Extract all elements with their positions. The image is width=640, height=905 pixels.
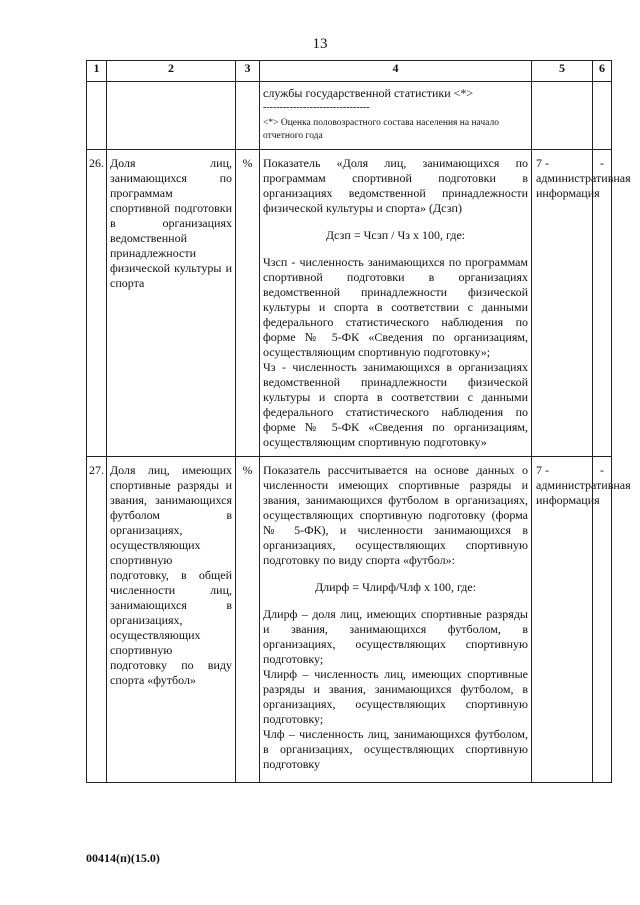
- data-source: 7 - административная информация: [532, 150, 593, 457]
- column-number: 1: [87, 61, 107, 82]
- column-number: 2: [107, 61, 236, 82]
- calculation-method: [260, 150, 532, 457]
- formula: Дсзп = Чсзп / Чз х 100, где:: [325, 228, 466, 242]
- column-number-row: [87, 61, 612, 82]
- column-6-value: -: [593, 457, 612, 783]
- indicator-name: Доля лиц, занимающихся по программам спортивной подготовки в организациях ведомственной принадлежности физической культуры и спорта: [107, 150, 236, 457]
- indicator-name: Доля лиц, имеющих спортивные разряды и звания, занимающихся футболом в организациях, осуществляющих спортивную подготовку, в общей численности лиц, занимающихся в организациях, осуществляющих спортивную подготовку по виду спорта «футбол»: [107, 457, 236, 783]
- indicators-table: [86, 60, 631, 783]
- unit: %: [236, 150, 260, 457]
- column-number: 3: [236, 61, 260, 82]
- document-code: 00414(п)(15.0): [86, 851, 160, 865]
- continuation-text: службы государственной статистики <*>: [263, 86, 474, 100]
- formula: Длирф = Члирф/Члф х 100, где:: [314, 580, 477, 594]
- formula-definition: Члирф – численность лиц, имеющих спортивные разряды и звания, занимающихся футболом, в организациях, осуществляющих спортивную подготовку;: [263, 667, 528, 726]
- table-row: [87, 457, 612, 783]
- column-number: 4: [260, 61, 532, 82]
- formula-definition: Длирф – доля лиц, имеющих спортивные разряды и звания, занимающихся футболом, в организациях, осуществляющих спортивную подготовку;: [263, 607, 528, 666]
- calculation-method: [260, 457, 532, 783]
- table-row: [87, 150, 612, 457]
- method-intro: Показатель «Доля лиц, занимающихся по программам спортивной подготовки в организациях ведомственной принадлежности физической культуры и спорта» (Дсзп): [263, 156, 528, 215]
- row-number: 27.: [87, 457, 107, 783]
- footnote-separator: --------------------------------: [263, 102, 370, 113]
- column-number: 6: [593, 61, 612, 82]
- method-intro: Показатель рассчитывается на основе данных о численности имеющих спортивные разряды и звания, занимающихся футболом в организациях, осуществляющих спортивную подготовку (форма № 5-ФК), и численности занимающихся в организациях, осуществляющих спортивную подготовку по виду спорта «футбол»:: [263, 463, 528, 567]
- column-number: 5: [532, 61, 593, 82]
- formula-definition: Чзсп - численность занимающихся по программам спортивной подготовки в организациях ведомственной принадлежности физической культуры и спорта в соответствии с данными федерального статистического наблюдения по форме № 5-ФК «Сведения по организациям, осуществляющим спортивную подготовку»;: [263, 255, 528, 359]
- data-source: 7 - административная информация: [532, 457, 593, 783]
- formula-definition: Члф – численность лиц, занимающихся футболом, в организациях, осуществляющих спортивную подготовку: [263, 727, 528, 771]
- continuation-row: [87, 82, 612, 150]
- footnote-text: <*> Оценка половозрастного состава населения на начало отчетного года: [263, 118, 499, 141]
- page-number: 13: [312, 36, 328, 52]
- unit: %: [236, 457, 260, 783]
- column-6-value: -: [593, 150, 612, 457]
- row-number: 26.: [87, 150, 107, 457]
- formula-definition: Чз - численность занимающихся в организациях ведомственной принадлежности физической культуры и спорта в соответствии с данными федерального статистического наблюдения по форме № 5-ФК «Сведения по организациям, осуществляющим спортивную подготовку»: [263, 360, 528, 449]
